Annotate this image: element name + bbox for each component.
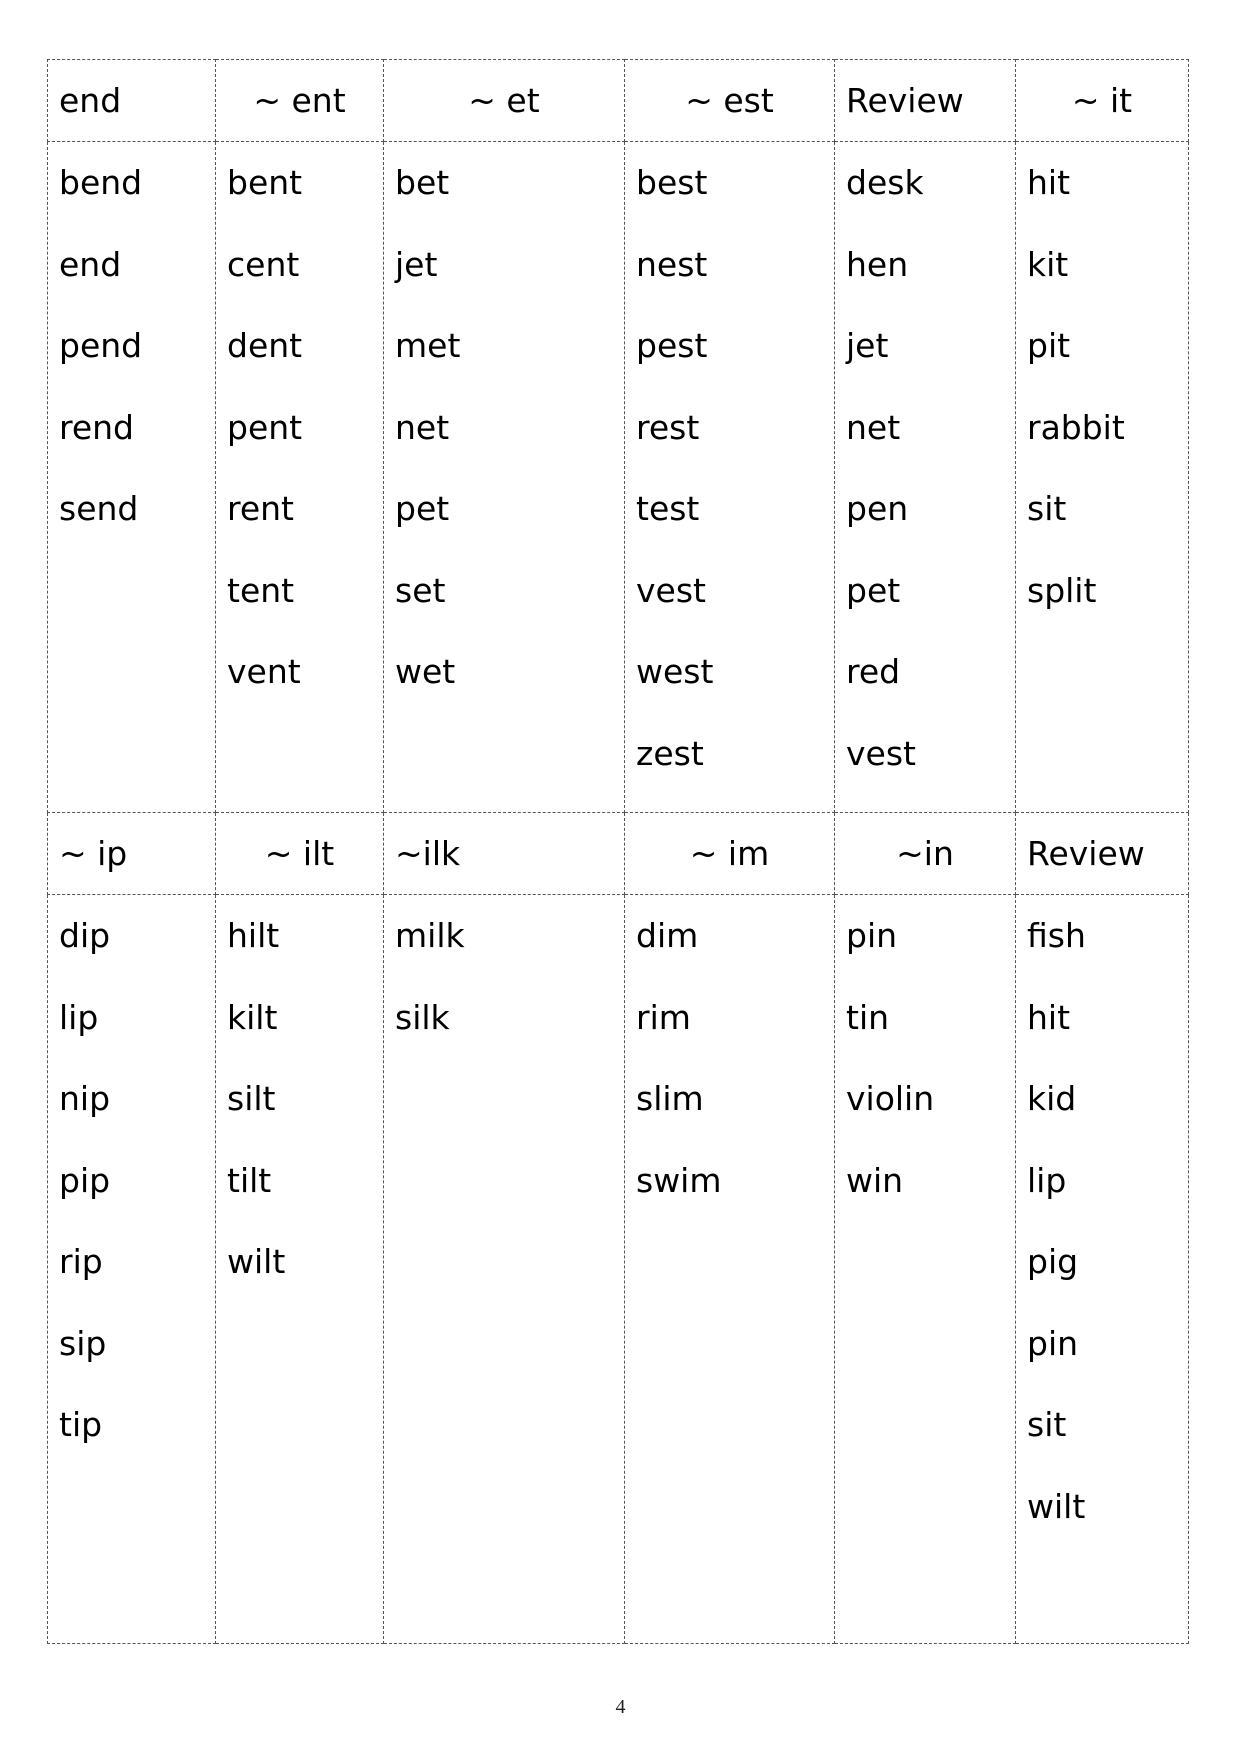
word-item: swim — [636, 1160, 722, 1200]
word-list-cell — [216, 142, 384, 813]
column-header: ~ ilt — [216, 813, 384, 895]
word-item: hen — [846, 244, 909, 284]
word-item: net — [846, 407, 901, 447]
word-list-cell — [625, 142, 835, 813]
word-item: hilt — [227, 916, 280, 955]
column-header: ~ilk — [384, 813, 625, 895]
column-header: ~ est — [625, 60, 835, 142]
word-item: jet — [395, 244, 438, 284]
word-list-cell — [1016, 142, 1189, 813]
word-item: hit — [1027, 997, 1071, 1037]
word-list-cell — [1016, 895, 1189, 1644]
word-item: nip — [59, 1079, 111, 1118]
word-item: milk — [395, 916, 465, 955]
word-list-cell — [384, 895, 625, 1644]
word-list-row — [48, 142, 1189, 813]
word-item: rip — [59, 1242, 103, 1281]
word-list-cell — [48, 142, 216, 813]
word-item: dent — [227, 326, 303, 365]
word-item: pet — [846, 570, 901, 610]
word-item: best — [636, 163, 708, 202]
word-item: kilt — [227, 997, 278, 1037]
word-item: tin — [846, 997, 890, 1037]
word-item: vent — [227, 652, 301, 691]
word-list-cell — [625, 895, 835, 1644]
word-item: pit — [1027, 326, 1071, 365]
word-item: tilt — [227, 1160, 272, 1200]
word-item: desk — [846, 163, 924, 202]
column-header: ~ et — [384, 60, 625, 142]
word-item: lip — [1027, 1160, 1067, 1200]
word-item: end — [59, 244, 122, 284]
column-header: ~ ent — [216, 60, 384, 142]
word-item: tent — [227, 570, 295, 610]
word-item: wet — [395, 652, 456, 691]
word-item: pen — [846, 489, 909, 528]
word-item: cent — [227, 244, 300, 284]
column-header: Review — [1016, 813, 1189, 895]
header-row — [48, 60, 1189, 142]
word-item: dim — [636, 916, 699, 955]
word-item: wilt — [227, 1242, 286, 1281]
word-item: vest — [846, 733, 916, 773]
word-item: set — [395, 570, 446, 610]
word-item: wilt — [1027, 1486, 1086, 1526]
word-item: rabbit — [1027, 407, 1125, 447]
word-item: pin — [846, 916, 898, 955]
word-item: sit — [1027, 489, 1067, 528]
word-item: bend — [59, 163, 143, 202]
word-item: dip — [59, 916, 111, 955]
word-item: jet — [846, 326, 889, 365]
word-item: pend — [59, 326, 143, 365]
word-list-cell — [216, 895, 384, 1644]
column-header: end — [48, 60, 216, 142]
word-item: rim — [636, 997, 691, 1037]
word-list-cell — [384, 142, 625, 813]
word-item: kit — [1027, 244, 1069, 284]
word-item: net — [395, 407, 450, 447]
word-item: tip — [59, 1405, 103, 1444]
word-item: nest — [636, 244, 708, 284]
column-header: ~ ip — [48, 813, 216, 895]
word-item: hit — [1027, 163, 1071, 202]
word-item: violin — [846, 1079, 935, 1118]
word-item: silk — [395, 997, 450, 1037]
word-item: rend — [59, 407, 135, 447]
word-list-cell — [835, 895, 1016, 1644]
column-header: ~ im — [625, 813, 835, 895]
word-item: pent — [227, 407, 303, 447]
word-item: met — [395, 326, 461, 365]
word-item: pin — [1027, 1323, 1079, 1363]
word-item: kid — [1027, 1079, 1077, 1118]
word-item: rest — [636, 407, 700, 447]
word-item: sit — [1027, 1405, 1067, 1444]
word-item: silt — [227, 1079, 276, 1118]
word-list-row — [48, 895, 1189, 1644]
column-header: ~in — [835, 813, 1016, 895]
word-item: test — [636, 489, 700, 528]
word-item: bet — [395, 163, 450, 202]
word-item: fish — [1027, 916, 1086, 955]
word-item: pest — [636, 326, 708, 365]
word-item: pip — [59, 1160, 111, 1200]
word-item: pig — [1027, 1242, 1079, 1281]
word-item: split — [1027, 570, 1097, 610]
word-item: lip — [59, 997, 99, 1037]
word-list-cell — [48, 895, 216, 1644]
word-item: red — [846, 652, 901, 691]
word-item: send — [59, 489, 139, 528]
word-list-cell — [835, 142, 1016, 813]
word-item: zest — [636, 733, 704, 773]
header-row — [48, 813, 1189, 895]
word-item: rent — [227, 489, 294, 528]
word-item: win — [846, 1160, 904, 1200]
word-item: pet — [395, 489, 450, 528]
column-header: Review — [835, 60, 1016, 142]
word-item: slim — [636, 1079, 704, 1118]
word-item: west — [636, 652, 714, 691]
word-item: bent — [227, 163, 303, 202]
page-number: 4 — [615, 1696, 626, 1718]
word-item: sip — [59, 1323, 107, 1363]
word-family-table — [47, 59, 1189, 1644]
column-header: ~ it — [1016, 60, 1189, 142]
word-item: vest — [636, 570, 706, 610]
